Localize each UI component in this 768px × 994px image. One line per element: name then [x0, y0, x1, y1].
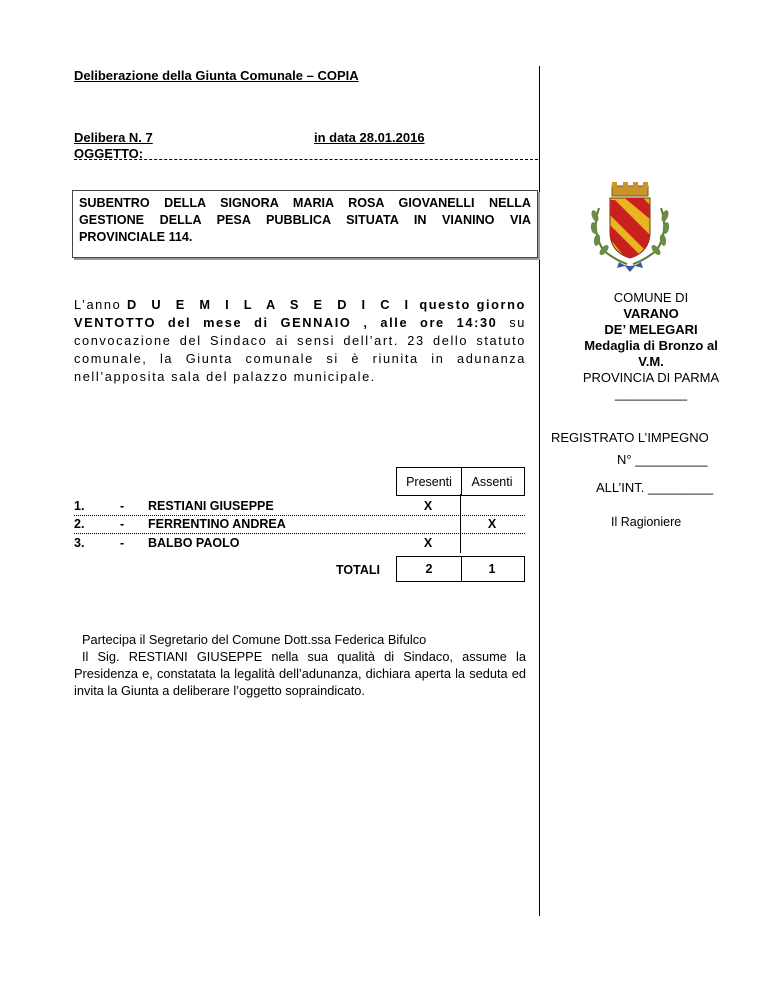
- comune-block: [547, 290, 755, 402]
- closing-paragraph: [74, 631, 526, 699]
- member-name: RESTIANI GIUSEPPE: [148, 499, 274, 513]
- subject-box: [72, 190, 538, 258]
- row-number: 3.: [74, 536, 85, 550]
- closing-line-1: Partecipa il Segretario del Comune Dott.ssa Federica Bifulco: [82, 632, 427, 647]
- comune-provincia: PROVINCIA DI PARMA: [582, 370, 720, 385]
- row-dash: -: [120, 517, 125, 531]
- delibera-date: in data 28.01.2016: [314, 130, 425, 145]
- intro-day-month: VENTOTTO del mese di GENNAIO , alle ore 14:30: [74, 315, 498, 330]
- attendance-row: [74, 535, 525, 552]
- numero-field: N° __________: [617, 452, 708, 467]
- presente-mark: X: [423, 536, 433, 550]
- intro-rest: su convocazione del Sindaco ai sensi dell’art. 23 dello statuto comunale, la Giunta comunale si è riunita in adunanza nell’apposita sala del palazzo municipale.: [74, 315, 526, 384]
- comune-name-2: DE’ MELEGARI: [604, 322, 698, 337]
- comune-line-1: COMUNE DI: [613, 290, 689, 305]
- subject-text: SUBENTRO DELLA SIGNORA MARIA ROSA GIOVANELLI NELLA GESTIONE DELLA PESA PUBBLICA SITUATA IN VIANINO VIA PROVINCIALE 114.: [79, 196, 531, 244]
- assente-mark: X: [487, 517, 497, 531]
- attendance-row: [74, 516, 525, 534]
- row-dash: -: [120, 499, 125, 513]
- coat-of-arms-icon: [585, 180, 675, 275]
- column-divider: [539, 66, 540, 916]
- presente-mark: X: [423, 499, 433, 513]
- header-assenti: Assenti: [460, 467, 525, 496]
- comune-name: VARANO: [623, 306, 679, 321]
- row-number: 1.: [74, 499, 85, 513]
- totali-presenti: 2: [396, 556, 462, 582]
- attendance-row: [74, 498, 525, 516]
- registrato-label: REGISTRATO L’IMPEGNO: [551, 430, 709, 445]
- member-name: FERRENTINO ANDREA: [148, 517, 286, 531]
- header-presenti: Presenti: [396, 467, 462, 496]
- delibera-number: Delibera N. 7: [74, 130, 153, 145]
- comune-medal-2: V.M.: [638, 354, 664, 369]
- intro-paragraph: [74, 296, 526, 386]
- intro-questo-giorno: questo giorno: [413, 297, 526, 312]
- ragioniere-label: Il Ragioniere: [611, 515, 682, 529]
- closing-line-2: [74, 648, 526, 699]
- row-dash: -: [120, 536, 125, 550]
- member-name: BALBO PAOLO: [148, 536, 240, 550]
- oggetto-label: OGGETTO:: [74, 146, 144, 161]
- intro-year: D U E M I L A S E D I C I: [127, 297, 414, 312]
- comune-underline: __________: [614, 386, 688, 401]
- comune-medal: Medaglia di Bronzo al: [584, 338, 718, 353]
- all-int-field: ALL’INT. _________: [596, 480, 714, 495]
- table-column-rule: [460, 494, 461, 553]
- totali-assenti: 1: [460, 556, 525, 582]
- row-number: 2.: [74, 517, 85, 531]
- closing-line-2-text: Il Sig. RESTIANI GIUSEPPE nella sua qualità di Sindaco, assume la Presidenza e, constatata la legalità dell’adunanza, dichiara aperta la seduta ed invita la Giunta a deliberare l’oggetto sopraindicato.: [74, 649, 526, 698]
- document-title: Deliberazione della Giunta Comunale – COPIA: [74, 68, 359, 83]
- dashed-separator: [74, 159, 538, 160]
- totali-label: TOTALI: [336, 563, 380, 577]
- intro-lanno: L’anno: [74, 297, 128, 312]
